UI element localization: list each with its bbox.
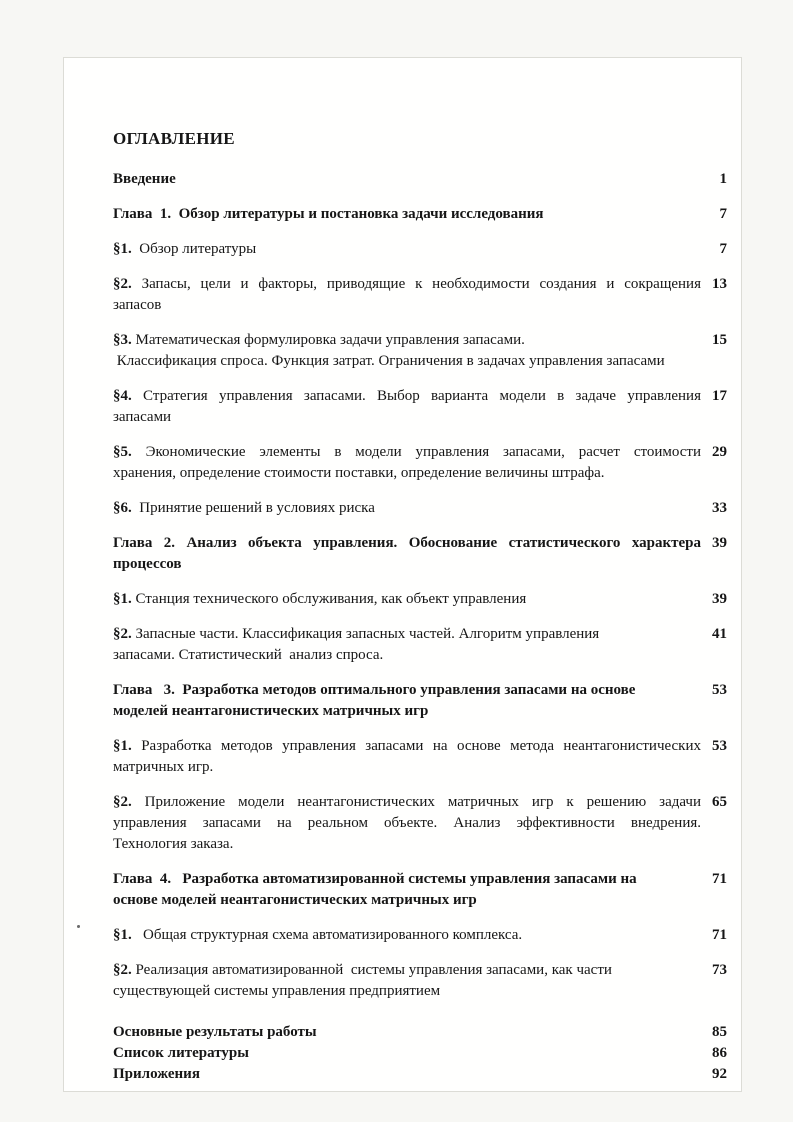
page-number: 39: [712, 535, 727, 551]
page-number: 17: [712, 388, 727, 404]
document-page: [63, 57, 742, 1092]
page-number: 65: [712, 794, 727, 810]
scan-artifact-dot: [77, 925, 80, 928]
page-number: 71: [712, 871, 727, 887]
entry-text: §4. Стратегия управления запасами. Выбор варианта модели в задаче управления запасами: [113, 388, 701, 425]
entry-text: §2. Запасные части. Классификация запасных частей. Алгоритм управления запасами. Статистический анализ спроса.: [113, 626, 600, 663]
page-number: 86: [712, 1045, 727, 1061]
page-number: 15: [712, 332, 727, 348]
section-marker: §1.: [113, 738, 132, 754]
section-marker: §5.: [113, 444, 132, 460]
entry-text: §2. Приложение модели неантагонистических матричных игр к решению задачи управления запасами на реальном объекте. Анализ эффективности внедрения. Технология заказа.: [113, 794, 701, 852]
entry-text: Введение: [113, 171, 176, 187]
section-marker: §2.: [113, 626, 132, 642]
toc-entry-vvedenie: [113, 169, 727, 190]
page-number: 1: [719, 171, 727, 187]
toc-entry-results: [113, 1022, 727, 1043]
toc-entry-chapter-3: [113, 680, 727, 722]
page-number: 29: [712, 444, 727, 460]
section-marker: §2.: [113, 962, 132, 978]
page-number: 53: [712, 738, 727, 754]
entry-text: §1. Обзор литературы: [113, 241, 257, 257]
toc-entry-ch2-p2: [113, 624, 727, 666]
entry-text: §1. Станция технического обслуживания, как объект управления: [113, 591, 527, 607]
toc-entry-ch1-p4: [113, 386, 727, 428]
entry-text: Глава 2. Анализ объекта управления. Обоснование статистического характера процессов: [113, 535, 701, 572]
entry-text: Основные результаты работы: [113, 1024, 317, 1040]
entry-text: Глава 3. Разработка методов оптимального управления запасами на основе моделей неантагонистических матричных игр: [113, 682, 636, 719]
page-number: 7: [719, 206, 727, 222]
toc-entry-chapter-2: [113, 533, 727, 575]
toc-entry-ch3-p2: [113, 792, 727, 855]
entry-text: §5. Экономические элементы в модели управления запасами, расчет стоимости хранения, определение стоимости поставки, определение величины штрафа.: [113, 444, 701, 481]
section-marker: §1.: [113, 241, 132, 257]
entry-text: Глава 1. Обзор литературы и постановка задачи исследования: [113, 206, 544, 222]
entry-text: §3. Математическая формулировка задачи управления запасами. Классификация спроса. Функция затрат. Ограничения в задачах управления запасами: [113, 332, 665, 369]
entry-text: §2. Запасы, цели и факторы, приводящие к необходимости создания и сокращения запасов: [113, 276, 701, 313]
entry-text: Глава 4. Разработка автоматизированной системы управления запасами на основе моделей неантагонистических матричных игр: [113, 871, 637, 908]
toc-entry-chapter-1: [113, 204, 727, 225]
section-marker: §3.: [113, 332, 132, 348]
page-number: 85: [712, 1024, 727, 1040]
toc-entry-ch2-p1: [113, 589, 727, 610]
toc-title: ОГЛАВЛЕНИЕ: [113, 129, 235, 148]
page-number: 33: [712, 500, 727, 516]
page-number: 39: [712, 591, 727, 607]
section-marker: §1.: [113, 927, 132, 943]
page-number: 92: [712, 1066, 727, 1082]
entry-text: §2. Реализация автоматизированной системы управления запасами, как части существующей системы управления предприятием: [113, 962, 612, 999]
page-number: 7: [719, 241, 727, 257]
page-number: 13: [712, 276, 727, 292]
page-number: 73: [712, 962, 727, 978]
toc-entry-chapter-4: [113, 869, 727, 911]
toc-entry-ch1-p2: [113, 274, 727, 316]
toc-entry-ch4-p2: [113, 960, 727, 1002]
section-marker: §1.: [113, 591, 132, 607]
entry-text: §1. Разработка методов управления запасами на основе метода неантагонистических матричных игр.: [113, 738, 701, 775]
section-marker: §2.: [113, 794, 132, 810]
entry-text: §1. Общая структурная схема автоматизированного комплекса.: [113, 927, 523, 943]
toc-entry-ch1-p1: [113, 239, 727, 260]
toc-entry-ch1-p5: [113, 442, 727, 484]
page-number: 71: [712, 927, 727, 943]
toc-entry-bibliography: [113, 1043, 727, 1064]
toc-entry-ch1-p6: [113, 498, 727, 519]
toc-entry-ch3-p1: [113, 736, 727, 778]
entry-text: §6. Принятие решений в условиях риска: [113, 500, 375, 516]
toc-entry-appendices: [113, 1064, 727, 1085]
toc-entry-ch1-p3: [113, 330, 727, 372]
entry-text: Приложения: [113, 1066, 200, 1082]
toc-entry-ch4-p1: [113, 925, 727, 946]
page-number: 41: [712, 626, 727, 642]
section-marker: §2.: [113, 276, 132, 292]
section-marker: §4.: [113, 388, 132, 404]
page-number: 53: [712, 682, 727, 698]
section-marker: §6.: [113, 500, 132, 516]
entry-text: Список литературы: [113, 1045, 249, 1061]
